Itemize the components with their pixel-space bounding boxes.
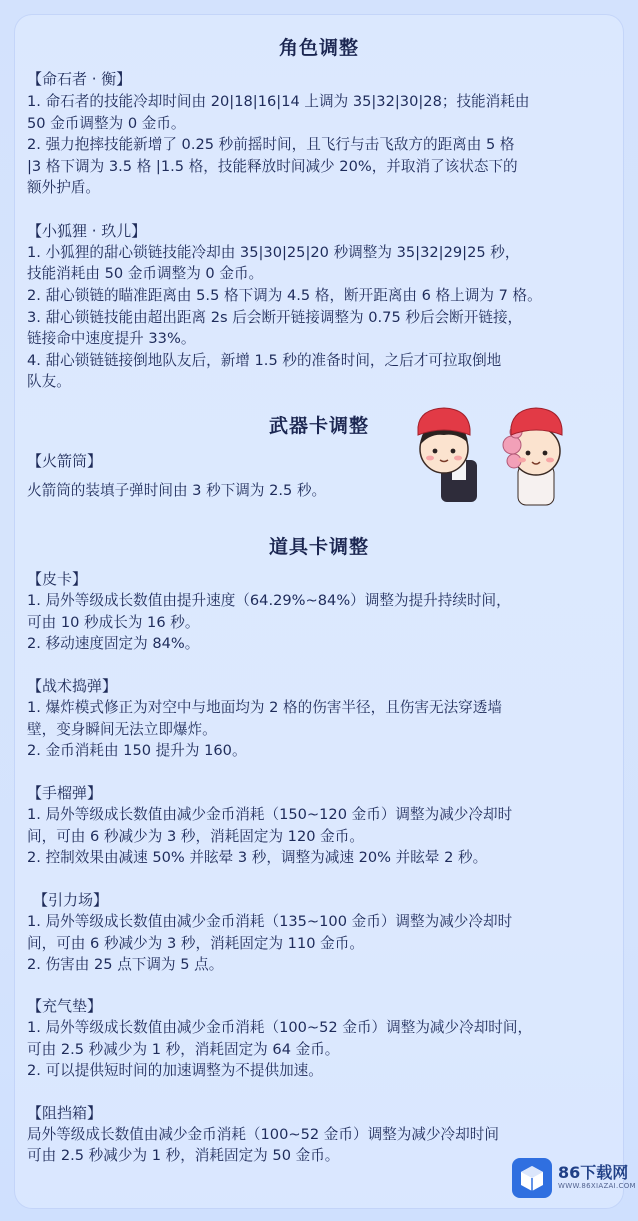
watermark-url: WWW.86XIAZAI.COM (558, 1182, 636, 1190)
text-line: 1. 小狐狸的甜心锁链技能冷却由 35|30|25|20 秒调整为 35|32|29|25 秒， (27, 244, 520, 261)
text-line: 2. 可以提供短时间的加速调整为不提供加速。 (27, 1062, 323, 1079)
text-line: 1. 局外等级成长数值由提升速度（64.29%~84%）调整为提升持续时间， (27, 592, 511, 609)
text-line: 壁，变身瞬间无法立即爆炸。 (27, 721, 217, 738)
text-line: 2. 控制效果由减速 50% 并眩晕 3 秒，调整为减速 20% 并眩晕 2 秒。 (27, 849, 488, 866)
text-line: 可由 2.5 秒减少为 1 秒，消耗固定为 50 金币。 (27, 1147, 340, 1164)
section-title-roles: 角色调整 (278, 37, 359, 59)
item-heading-pika: 【皮卡】 (27, 570, 88, 588)
section-title-weapons: 武器卡调整 (268, 415, 369, 437)
text-line: 额外护盾。 (27, 179, 100, 196)
girl-character (503, 408, 562, 505)
text-line: 间，可由 6 秒减少为 3 秒，消耗固定为 110 金币。 (27, 935, 364, 952)
text-line: 可由 10 秒成长为 16 秒。 (27, 614, 200, 631)
text-line: 链接命中速度提升 33%。 (27, 330, 196, 347)
text-line: 2. 甜心锁链的瞄准距离由 5.5 格下调为 4.5 格，断开距离由 6 格上调为 7 格。 (27, 287, 542, 304)
text-line: 50 金币调整为 0 金币。 (27, 115, 186, 132)
text-line: 1. 局外等级成长数值由减少金币消耗（135~100 金币）调整为减少冷却时 (27, 913, 513, 930)
text-line: 2. 移动速度固定为 84%。 (27, 635, 200, 652)
section-title-items: 道具卡调整 (268, 536, 369, 558)
item-heading-block-box: 【阻挡箱】 (27, 1104, 103, 1122)
text-line: 1. 命石者的技能冷却时间由 20|18|16|14 上调为 35|32|30|28；技能消耗由 (27, 93, 530, 110)
text-line: 3. 甜心锁链技能由超出距离 2s 后会断开链接调整为 0.75 秒后会断开链接， (27, 309, 523, 326)
text-line: 2. 伤害由 25 点下调为 5 点。 (27, 956, 224, 973)
boy-character (418, 408, 477, 502)
text-line: 队友。 (27, 373, 71, 390)
box-logo-icon (512, 1158, 552, 1198)
hero-heading-xiaohuli: 【小狐狸 · 玖儿】 (27, 222, 147, 240)
watermark-brand: 86下载网 (558, 1163, 629, 1182)
text-line: 间，可由 6 秒减少为 3 秒，消耗固定为 120 金币。 (27, 828, 364, 845)
item-heading-gravity-field: 【引力场】 (33, 891, 109, 909)
text-line: 1. 爆炸模式修正为对空中与地面均为 2 格的伤害半径，且伤害无法穿透墙 (27, 699, 502, 716)
text-line: 4. 甜心锁链链接倒地队友后，新增 1.5 秒的准备时间，之后才可拉取倒地 (27, 352, 502, 369)
item-heading-air-cushion: 【充气垫】 (27, 997, 103, 1015)
cartoon-characters-image (408, 405, 583, 520)
text-line: |3 格下调为 3.5 格 |1.5 格，技能释放时间减少 20%，并取消了该状态下的 (27, 158, 518, 175)
text-line: 1. 局外等级成长数值由减少金币消耗（100~52 金币）调整为减少冷却时间， (27, 1019, 533, 1036)
hero-heading-mingshizhe: 【命石者 · 衡】 (27, 70, 132, 88)
weapon-heading-rocket: 【火箭筒】 (27, 452, 103, 470)
item-heading-grenade: 【手榴弹】 (27, 784, 103, 802)
text-line: 1. 局外等级成长数值由减少金币消耗（150~120 金币）调整为减少冷却时 (27, 806, 513, 823)
text-line: 2. 强力抱摔技能新增了 0.25 秒前摇时间，且飞行与击飞敌方的距离由 5 格 (27, 136, 515, 153)
text-line: 技能消耗由 50 金币调整为 0 金币。 (27, 265, 264, 282)
item-heading-tactical-bomb: 【战术捣弹】 (27, 677, 118, 695)
text-line: 可由 2.5 秒减少为 1 秒，消耗固定为 64 金币。 (27, 1041, 340, 1058)
text-line: 局外等级成长数值由减少金币消耗（100~52 金币）调整为减少冷却时间 (27, 1126, 499, 1143)
text-line: 火箭筒的装填子弹时间由 3 秒下调为 2.5 秒。 (27, 482, 327, 499)
watermark-logo (508, 1150, 636, 1208)
text-line: 2. 金币消耗由 150 提升为 160。 (27, 742, 247, 759)
